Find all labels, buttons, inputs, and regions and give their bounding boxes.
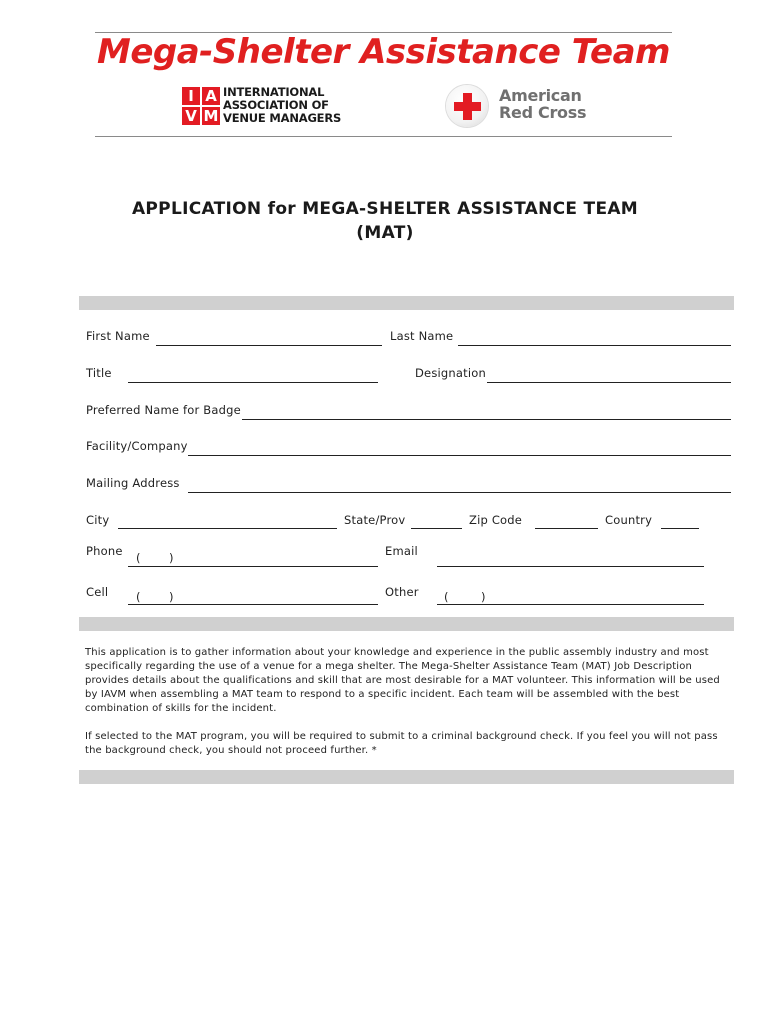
header-bottom-rule (95, 136, 672, 137)
other-field[interactable] (437, 604, 704, 605)
cell-area-open-paren: ( (136, 590, 141, 604)
iavm-logo-letter: V (182, 107, 200, 125)
section-divider-bar (79, 296, 734, 310)
application-title (80, 197, 690, 245)
city-field[interactable] (118, 528, 337, 529)
mailing-address-field[interactable] (188, 492, 731, 493)
title-label: Title (86, 366, 112, 380)
first-name-label: First Name (86, 329, 150, 343)
red-cross-logo-line: American (499, 86, 582, 105)
background-check-paragraph: If selected to the MAT program, you will be required to submit to a criminal background check. If you feel you will not pass the background check, you should not proceed further. * (85, 731, 718, 756)
phone-label: Phone (86, 544, 123, 558)
iavm-logo-line: ASSOCIATION OF (223, 98, 329, 112)
intro-paragraph: This application is to gather information about your knowledge and experience in the public assembly industry and most specifically regarding the use of a venue for a mega shelter. The Mega-Shelter Assistance Team (MAT) Job Description provides details about the qualifications and skill that are most desirable for a MAT volunteer. This information will be used by IAVM when assembling a MAT team to respond to a specific incident. Each team will be assembled with the best combination of skills for the incident. (85, 647, 720, 714)
application-title-line1: APPLICATION for MEGA-SHELTER ASSISTANCE TEAM (131, 199, 639, 219)
email-field[interactable] (437, 566, 704, 567)
cell-field[interactable] (128, 604, 378, 605)
city-label: City (86, 513, 110, 527)
cell-area-close-paren: ) (169, 590, 174, 604)
title-field[interactable] (128, 382, 378, 383)
red-cross-icon (454, 102, 481, 111)
facility-field[interactable] (188, 455, 731, 456)
section-divider-bar (79, 617, 734, 631)
zip-label: Zip Code (469, 513, 523, 527)
facility-label: Facility/Company (86, 439, 188, 453)
iavm-logo-letter: M (203, 106, 219, 125)
country-field[interactable] (661, 528, 699, 529)
phone-area-close-paren: ) (169, 551, 174, 565)
other-label: Other (385, 585, 419, 599)
iavm-logo-line: INTERNATIONAL (223, 85, 325, 99)
phone-area-open-paren: ( (136, 551, 141, 565)
state-field[interactable] (411, 528, 462, 529)
section-divider-bar (79, 770, 734, 784)
last-name-label: Last Name (390, 329, 454, 343)
application-title-line2: (MAT) (356, 223, 414, 243)
last-name-field[interactable] (458, 345, 731, 346)
cell-label: Cell (86, 585, 109, 599)
iavm-logo (182, 87, 220, 125)
state-label: State/Prov (344, 513, 406, 527)
iavm-logo-letter: I (182, 87, 200, 105)
iavm-logo-letter: A (202, 87, 220, 105)
other-area-open-paren: ( (444, 590, 449, 604)
page-title: Mega-Shelter Assistance Team (97, 32, 670, 72)
designation-label: Designation (415, 366, 486, 380)
preferred-name-field[interactable] (242, 419, 731, 420)
red-cross-logo-line: Red Cross (499, 103, 587, 122)
phone-field[interactable] (128, 566, 378, 567)
country-label: Country (605, 513, 653, 527)
first-name-field[interactable] (156, 345, 382, 346)
red-cross-logo-text (499, 87, 586, 121)
email-label: Email (385, 544, 418, 558)
iavm-logo-line: VENUE MANAGERS (223, 111, 342, 125)
designation-field[interactable] (487, 382, 731, 383)
zip-field[interactable] (535, 528, 598, 529)
iavm-logo-text (223, 86, 341, 125)
other-area-close-paren: ) (481, 590, 486, 604)
mailing-address-label: Mailing Address (86, 476, 180, 490)
preferred-name-label: Preferred Name for Badge (86, 403, 241, 417)
